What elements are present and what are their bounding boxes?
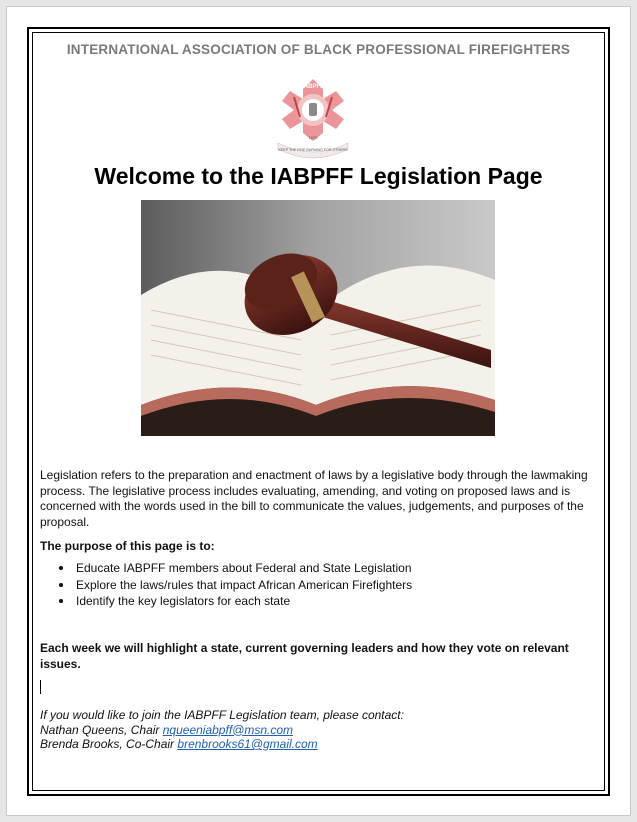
chair-email-link[interactable]: nqueeniabpff@msn.com: [162, 722, 294, 737]
iabpff-logo: [270, 77, 356, 159]
cochair-line: [40, 737, 595, 752]
gavel-on-book-image: [141, 200, 495, 436]
list-item: Educate IABPFF members about Federal and State Legislation: [76, 560, 631, 577]
list-item: Identify the key legislators for each state: [76, 593, 631, 610]
logo-year: 1970: [308, 135, 318, 140]
org-title: INTERNATIONAL ASSOCIATION OF BLACK PROFESSIONAL FIREFIGHTERS: [66, 42, 571, 57]
cochair-label: Brenda Brooks, Co-Chair: [40, 737, 175, 751]
chair-label: Nathan Queens, Chair: [40, 722, 160, 737]
text-cursor: [40, 680, 41, 694]
intro-paragraph: Legislation refers to the preparation and enactment of laws by a legislative body through the lawmaking process. The legislative process includes evaluating, amending, and voting on proposed laws and is concerned with the words used in the bill to communicate the values, judgements, and purposes of the proposal.: [40, 468, 588, 529]
logo-text-bottom: KEEP THE FIRE BURNING FOR OTHERS: [278, 148, 348, 152]
cochair-email-link[interactable]: brenbrooks61@gmail.com: [177, 737, 318, 751]
logo-text-top: IABPFF: [302, 84, 324, 90]
contact-block: [40, 708, 595, 752]
chair-line: [40, 723, 595, 738]
page-title: Welcome to the IABPFF Legislation Page: [94, 163, 543, 189]
purpose-list: [40, 560, 631, 610]
purpose-heading: The purpose of this page is to:: [40, 539, 215, 553]
weekly-note: Each week we will highlight a state, current governing leaders and how they vote on relevant issues.: [40, 641, 569, 671]
contact-intro: If you would like to join the IABPFF Legislation team, please contact:: [40, 708, 404, 722]
document-page: [7, 7, 630, 815]
list-item: Explore the laws/rules that impact African American Firefighters: [76, 577, 631, 594]
